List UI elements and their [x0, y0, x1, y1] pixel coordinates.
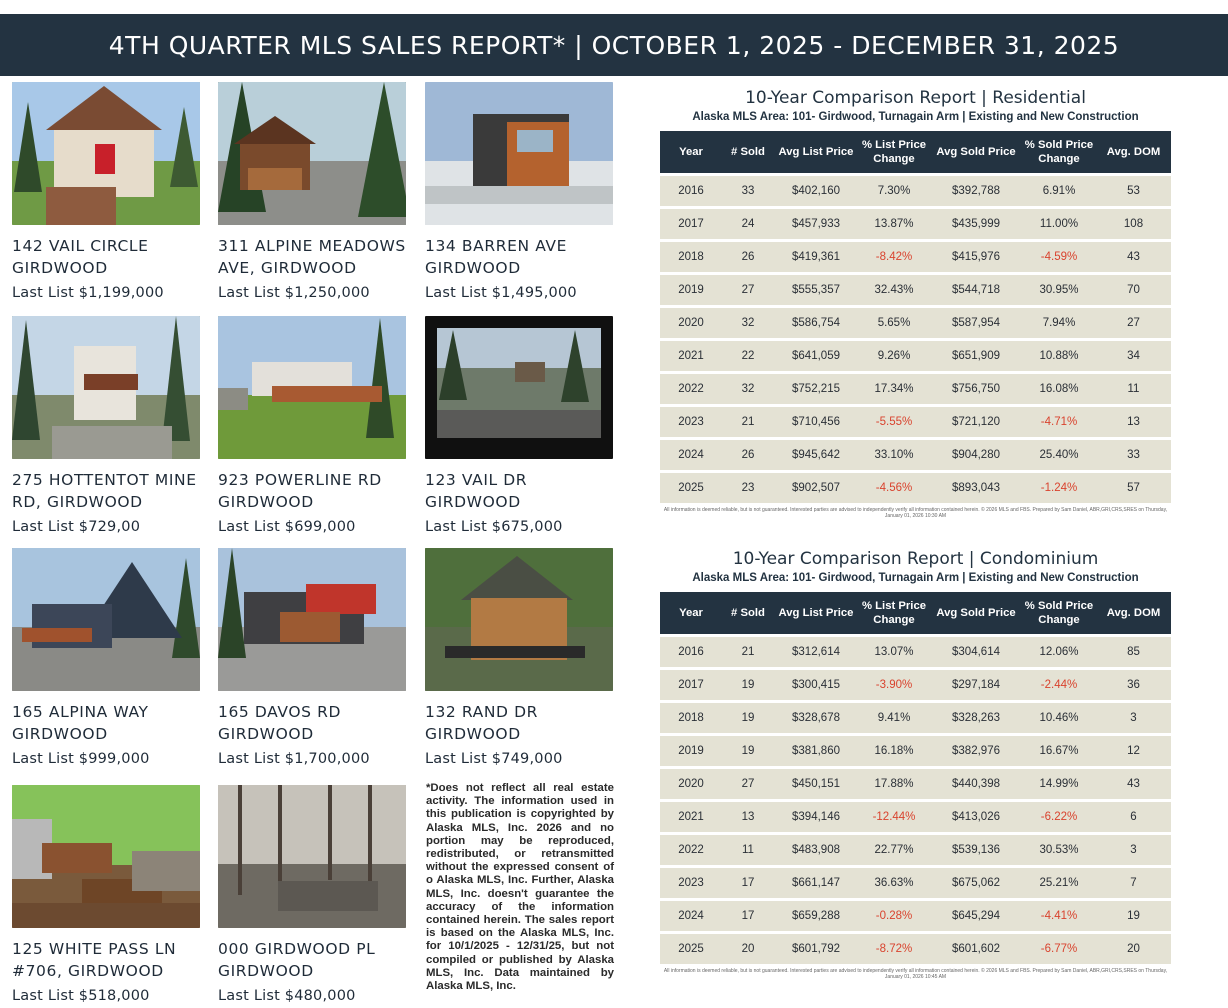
table-cell: $601,792 — [774, 934, 858, 964]
table-cell: 32 — [722, 374, 774, 404]
residential-fine-print: All information is deemed reliable, but is not guaranteed. Interested parties are advised to independently verify all information contained herein. © 2026 MLS and FBS. Prepared by Sam Daniel, ABR,GRI,CRS,SRES on Thursday, January 01, 2026 10:30 AM — [663, 507, 1168, 519]
table-cell: $645,294 — [930, 901, 1022, 931]
table-cell: -8.42% — [858, 242, 930, 272]
table-cell: -4.71% — [1022, 407, 1096, 437]
table-cell: $312,614 — [774, 637, 858, 667]
table-cell: 5.65% — [858, 308, 930, 338]
col-sold: # Sold — [722, 592, 774, 634]
table-cell: $721,120 — [930, 407, 1022, 437]
table-cell: 19 — [1096, 901, 1171, 931]
table-cell: 10.46% — [1022, 703, 1096, 733]
listing-address-line2: GIRDWOOD — [12, 725, 108, 743]
table-cell: 2022 — [660, 835, 722, 865]
table-cell: 19 — [722, 670, 774, 700]
col-year: Year — [660, 592, 722, 634]
table-cell: 17.88% — [858, 769, 930, 799]
listing-address-line2: GIRDWOOD — [425, 259, 521, 277]
listing-address-line1: 165 ALPINA WAY — [12, 703, 149, 721]
listing-price: Last List $675,000 — [425, 519, 563, 535]
col-sold: # Sold — [722, 131, 774, 173]
table-cell: 17 — [722, 901, 774, 931]
disclaimer-text: *Does not reflect all real estate activity. The information used in this publication is copyrighted by Alaska MLS, Inc. 2026 and no portion may be reproduced, redistributed, or retransmitted without the expressed consent of o Alaska MLS, Inc. Further, Alaska MLS, Inc. doesn't guarantee the accuracy of the information contained herein. The sales report is based on the Alaska MLS, Inc. for 10/1/2025 - 12/31/25, but not compiled or published by Alaska MLS, Inc. Data maintained by Alaska MLS, Inc. — [426, 782, 614, 993]
table-cell: $752,215 — [774, 374, 858, 404]
table-cell: 13 — [722, 802, 774, 832]
col-avg-list: Avg List Price — [774, 592, 858, 634]
listing-photo[interactable] — [425, 82, 613, 225]
listing-price: Last List $1,199,000 — [12, 285, 164, 301]
col-avg-list: Avg List Price — [774, 131, 858, 173]
table-cell: 17 — [722, 868, 774, 898]
col-avg-sold: Avg Sold Price — [930, 131, 1022, 173]
table-cell: 32 — [722, 308, 774, 338]
table-cell: 85 — [1096, 637, 1171, 667]
table-cell: 2016 — [660, 176, 722, 206]
table-cell: $300,415 — [774, 670, 858, 700]
table-cell: 22 — [722, 341, 774, 371]
listing-photo[interactable] — [425, 316, 613, 459]
table-row — [660, 275, 1171, 305]
table-cell: 2021 — [660, 341, 722, 371]
table-row — [660, 341, 1171, 371]
table-cell: 26 — [722, 440, 774, 470]
table-row — [660, 769, 1171, 799]
report-title: 4TH QUARTER MLS SALES REPORT* | OCTOBER 1, 2025 - DECEMBER 31, 2025 — [108, 30, 1120, 60]
listing-address-line1: 000 GIRDWOOD PL — [218, 940, 376, 958]
table-cell: $756,750 — [930, 374, 1022, 404]
listing-address-line1: 923 POWERLINE RD — [218, 471, 382, 489]
table-cell: 25.40% — [1022, 440, 1096, 470]
col-list-change: % List Price Change — [858, 592, 930, 634]
table-cell: 70 — [1096, 275, 1171, 305]
table-cell: 22.77% — [858, 835, 930, 865]
table-row — [660, 473, 1171, 503]
col-avg-sold: Avg Sold Price — [930, 592, 1022, 634]
table-cell: $415,976 — [930, 242, 1022, 272]
listing-photo[interactable] — [218, 316, 406, 459]
listing-card[interactable] — [12, 316, 202, 535]
table-cell: 25.21% — [1022, 868, 1096, 898]
table-cell: 30.53% — [1022, 835, 1096, 865]
listing-address-line1: 311 ALPINE MEADOWS — [218, 237, 406, 255]
listing-photo[interactable] — [425, 548, 613, 691]
condominium-table — [660, 589, 1171, 967]
table-cell: -5.55% — [858, 407, 930, 437]
table-header-row — [660, 592, 1171, 634]
table-row — [660, 374, 1171, 404]
listing-price: Last List $729,00 — [12, 519, 141, 535]
table-cell: 13.07% — [858, 637, 930, 667]
table-cell: 9.41% — [858, 703, 930, 733]
listing-price: Last List $1,250,000 — [218, 285, 370, 301]
listing-card[interactable] — [218, 548, 408, 767]
listing-price: Last List $999,000 — [12, 751, 150, 767]
listing-address-line2: RD, GIRDWOOD — [12, 493, 143, 511]
listing-address-line1: 142 VAIL CIRCLE — [12, 237, 149, 255]
table-cell: 57 — [1096, 473, 1171, 503]
table-cell: 2016 — [660, 637, 722, 667]
listing-address-line2: GIRDWOOD — [12, 259, 108, 277]
table-cell: -12.44% — [858, 802, 930, 832]
table-cell: -4.56% — [858, 473, 930, 503]
listing-address-line2: #706, GIRDWOOD — [12, 962, 164, 980]
table-cell: $675,062 — [930, 868, 1022, 898]
listing-card[interactable] — [425, 548, 615, 767]
table-cell: $659,288 — [774, 901, 858, 931]
residential-report — [660, 88, 1171, 519]
listing-card[interactable] — [12, 785, 202, 1004]
listing-price: Last List $699,000 — [218, 519, 356, 535]
table-cell: 27 — [722, 769, 774, 799]
table-row — [660, 242, 1171, 272]
listing-address-line1: 275 HOTTENTOT MINE — [12, 471, 197, 489]
listing-price: Last List $480,000 — [218, 988, 356, 1004]
table-cell: 13 — [1096, 407, 1171, 437]
table-cell: 36.63% — [858, 868, 930, 898]
table-row — [660, 802, 1171, 832]
table-cell: 20 — [1096, 934, 1171, 964]
table-row — [660, 868, 1171, 898]
table-cell: 12.06% — [1022, 637, 1096, 667]
table-cell: 2017 — [660, 670, 722, 700]
table-cell: 2018 — [660, 703, 722, 733]
table-row — [660, 209, 1171, 239]
table-cell: $297,184 — [930, 670, 1022, 700]
table-cell: 108 — [1096, 209, 1171, 239]
table-cell: 9.26% — [858, 341, 930, 371]
table-cell: $381,860 — [774, 736, 858, 766]
table-cell: 2019 — [660, 736, 722, 766]
table-cell: 21 — [722, 407, 774, 437]
table-cell: 32.43% — [858, 275, 930, 305]
col-sold-change: % Sold Price Change — [1022, 131, 1096, 173]
table-cell: 27 — [1096, 308, 1171, 338]
table-cell: 11.00% — [1022, 209, 1096, 239]
listing-price: Last List $749,000 — [425, 751, 563, 767]
table-cell: $435,999 — [930, 209, 1022, 239]
listing-card[interactable] — [218, 82, 408, 301]
listing-photo[interactable] — [12, 785, 200, 928]
table-row — [660, 308, 1171, 338]
table-cell: 2023 — [660, 868, 722, 898]
table-cell: 21 — [722, 637, 774, 667]
table-row — [660, 901, 1171, 931]
table-cell: 11 — [722, 835, 774, 865]
table-cell: 2019 — [660, 275, 722, 305]
table-cell: 43 — [1096, 242, 1171, 272]
table-cell: 3 — [1096, 703, 1171, 733]
condominium-subtitle: Alaska MLS Area: 101- Girdwood, Turnagain Arm | Existing and New Construction — [692, 572, 1139, 584]
listing-card[interactable] — [218, 785, 408, 1004]
listing-photo[interactable] — [218, 548, 406, 691]
table-cell: $440,398 — [930, 769, 1022, 799]
table-cell: $601,602 — [930, 934, 1022, 964]
listing-address-line2: GIRDWOOD — [218, 962, 314, 980]
table-cell: 43 — [1096, 769, 1171, 799]
table-cell: -4.41% — [1022, 901, 1096, 931]
table-cell: $328,263 — [930, 703, 1022, 733]
table-cell: $392,788 — [930, 176, 1022, 206]
table-cell: -6.22% — [1022, 802, 1096, 832]
table-cell: 2024 — [660, 440, 722, 470]
table-cell: 30.95% — [1022, 275, 1096, 305]
listing-address-line1: 123 VAIL DR — [425, 471, 528, 489]
listing-price: Last List $1,700,000 — [218, 751, 370, 767]
table-cell: 20 — [722, 934, 774, 964]
table-row — [660, 934, 1171, 964]
table-cell: 2024 — [660, 901, 722, 931]
table-cell: $661,147 — [774, 868, 858, 898]
table-row — [660, 440, 1171, 470]
table-cell: $641,059 — [774, 341, 858, 371]
residential-title: 10-Year Comparison Report | Residential — [745, 88, 1086, 108]
table-cell: $893,043 — [930, 473, 1022, 503]
table-cell: 6.91% — [1022, 176, 1096, 206]
table-cell: 2017 — [660, 209, 722, 239]
table-cell: 2021 — [660, 802, 722, 832]
col-dom: Avg. DOM — [1096, 131, 1171, 173]
condominium-fine-print: All information is deemed reliable, but is not guaranteed. Interested parties are advised to independently verify all information contained herein. © 2026 MLS and FBS. Prepared by Sam Daniel, ABR,GRI,CRS,SRES on Thursday, January 01, 2026 10:45 AM — [663, 968, 1168, 980]
condominium-title: 10-Year Comparison Report | Condominium — [732, 549, 1099, 569]
table-cell: $586,754 — [774, 308, 858, 338]
listing-card[interactable] — [218, 316, 408, 535]
report-banner — [0, 14, 1228, 76]
table-cell: 6 — [1096, 802, 1171, 832]
listing-photo[interactable] — [12, 548, 200, 691]
table-cell: 19 — [722, 703, 774, 733]
col-list-change: % List Price Change — [858, 131, 930, 173]
table-cell: $304,614 — [930, 637, 1022, 667]
table-cell: $483,908 — [774, 835, 858, 865]
table-cell: 17.34% — [858, 374, 930, 404]
table-row — [660, 407, 1171, 437]
table-cell: -4.59% — [1022, 242, 1096, 272]
table-cell: $904,280 — [930, 440, 1022, 470]
listing-card[interactable] — [425, 316, 615, 535]
listing-address-line2: GIRDWOOD — [425, 493, 521, 511]
table-cell: 23 — [722, 473, 774, 503]
listing-price: Last List $1,495,000 — [425, 285, 577, 301]
table-cell: 7.30% — [858, 176, 930, 206]
table-cell: 16.67% — [1022, 736, 1096, 766]
residential-subtitle: Alaska MLS Area: 101- Girdwood, Turnagain Arm | Existing and New Construction — [692, 111, 1139, 123]
listing-address-line2: GIRDWOOD — [425, 725, 521, 743]
table-cell: 33.10% — [858, 440, 930, 470]
table-cell: 19 — [722, 736, 774, 766]
table-cell: 11 — [1096, 374, 1171, 404]
col-year: Year — [660, 131, 722, 173]
table-cell: 53 — [1096, 176, 1171, 206]
col-sold-change: % Sold Price Change — [1022, 592, 1096, 634]
table-cell: 16.08% — [1022, 374, 1096, 404]
table-cell: 2025 — [660, 934, 722, 964]
listing-address-line2: AVE, GIRDWOOD — [218, 259, 357, 277]
table-cell: 14.99% — [1022, 769, 1096, 799]
table-cell: -8.72% — [858, 934, 930, 964]
table-cell: 2020 — [660, 769, 722, 799]
table-cell: $651,909 — [930, 341, 1022, 371]
table-cell: 33 — [1096, 440, 1171, 470]
table-cell: 36 — [1096, 670, 1171, 700]
table-cell: 7.94% — [1022, 308, 1096, 338]
listing-address-line1: 134 BARREN AVE — [425, 237, 568, 255]
table-cell: $945,642 — [774, 440, 858, 470]
table-row — [660, 670, 1171, 700]
table-cell: $544,718 — [930, 275, 1022, 305]
table-cell: 2022 — [660, 374, 722, 404]
listing-address-line2: GIRDWOOD — [218, 493, 314, 511]
table-cell: 2023 — [660, 407, 722, 437]
table-row — [660, 736, 1171, 766]
table-cell: 12 — [1096, 736, 1171, 766]
table-cell: $413,026 — [930, 802, 1022, 832]
table-cell: 2025 — [660, 473, 722, 503]
table-cell: $382,976 — [930, 736, 1022, 766]
table-cell: -1.24% — [1022, 473, 1096, 503]
table-cell: 13.87% — [858, 209, 930, 239]
condominium-report — [660, 549, 1171, 980]
listing-photo[interactable] — [218, 785, 406, 928]
table-row — [660, 176, 1171, 206]
col-dom: Avg. DOM — [1096, 592, 1171, 634]
listing-price: Last List $518,000 — [12, 988, 150, 1004]
listing-address-line1: 165 DAVOS RD — [218, 703, 341, 721]
listing-photo[interactable] — [218, 82, 406, 225]
table-header-row — [660, 131, 1171, 173]
table-row — [660, 835, 1171, 865]
table-cell: 2018 — [660, 242, 722, 272]
table-cell: 2020 — [660, 308, 722, 338]
listing-card[interactable] — [425, 82, 615, 301]
table-cell: $394,146 — [774, 802, 858, 832]
table-cell: 27 — [722, 275, 774, 305]
table-cell: -2.44% — [1022, 670, 1096, 700]
table-cell: $450,151 — [774, 769, 858, 799]
table-cell: 33 — [722, 176, 774, 206]
table-cell: 34 — [1096, 341, 1171, 371]
table-cell: $328,678 — [774, 703, 858, 733]
table-cell: -3.90% — [858, 670, 930, 700]
table-cell: 24 — [722, 209, 774, 239]
table-cell: -6.77% — [1022, 934, 1096, 964]
table-cell: 7 — [1096, 868, 1171, 898]
listing-card[interactable] — [12, 548, 202, 767]
table-cell: $555,357 — [774, 275, 858, 305]
listing-address-line2: GIRDWOOD — [218, 725, 314, 743]
listing-address-line1: 132 RAND DR — [425, 703, 539, 721]
table-row — [660, 637, 1171, 667]
table-cell: $539,136 — [930, 835, 1022, 865]
table-cell: $402,160 — [774, 176, 858, 206]
residential-table — [660, 128, 1171, 506]
listing-photo[interactable] — [12, 316, 200, 459]
table-cell: 10.88% — [1022, 341, 1096, 371]
table-cell: -0.28% — [858, 901, 930, 931]
table-cell: $587,954 — [930, 308, 1022, 338]
table-cell: $419,361 — [774, 242, 858, 272]
listing-address-line1: 125 WHITE PASS LN — [12, 940, 177, 958]
table-cell: 26 — [722, 242, 774, 272]
table-cell: $457,933 — [774, 209, 858, 239]
table-row — [660, 703, 1171, 733]
listing-card[interactable] — [12, 82, 202, 301]
table-cell: 3 — [1096, 835, 1171, 865]
listing-photo[interactable] — [12, 82, 200, 225]
table-cell: $710,456 — [774, 407, 858, 437]
table-cell: $902,507 — [774, 473, 858, 503]
table-cell: 16.18% — [858, 736, 930, 766]
